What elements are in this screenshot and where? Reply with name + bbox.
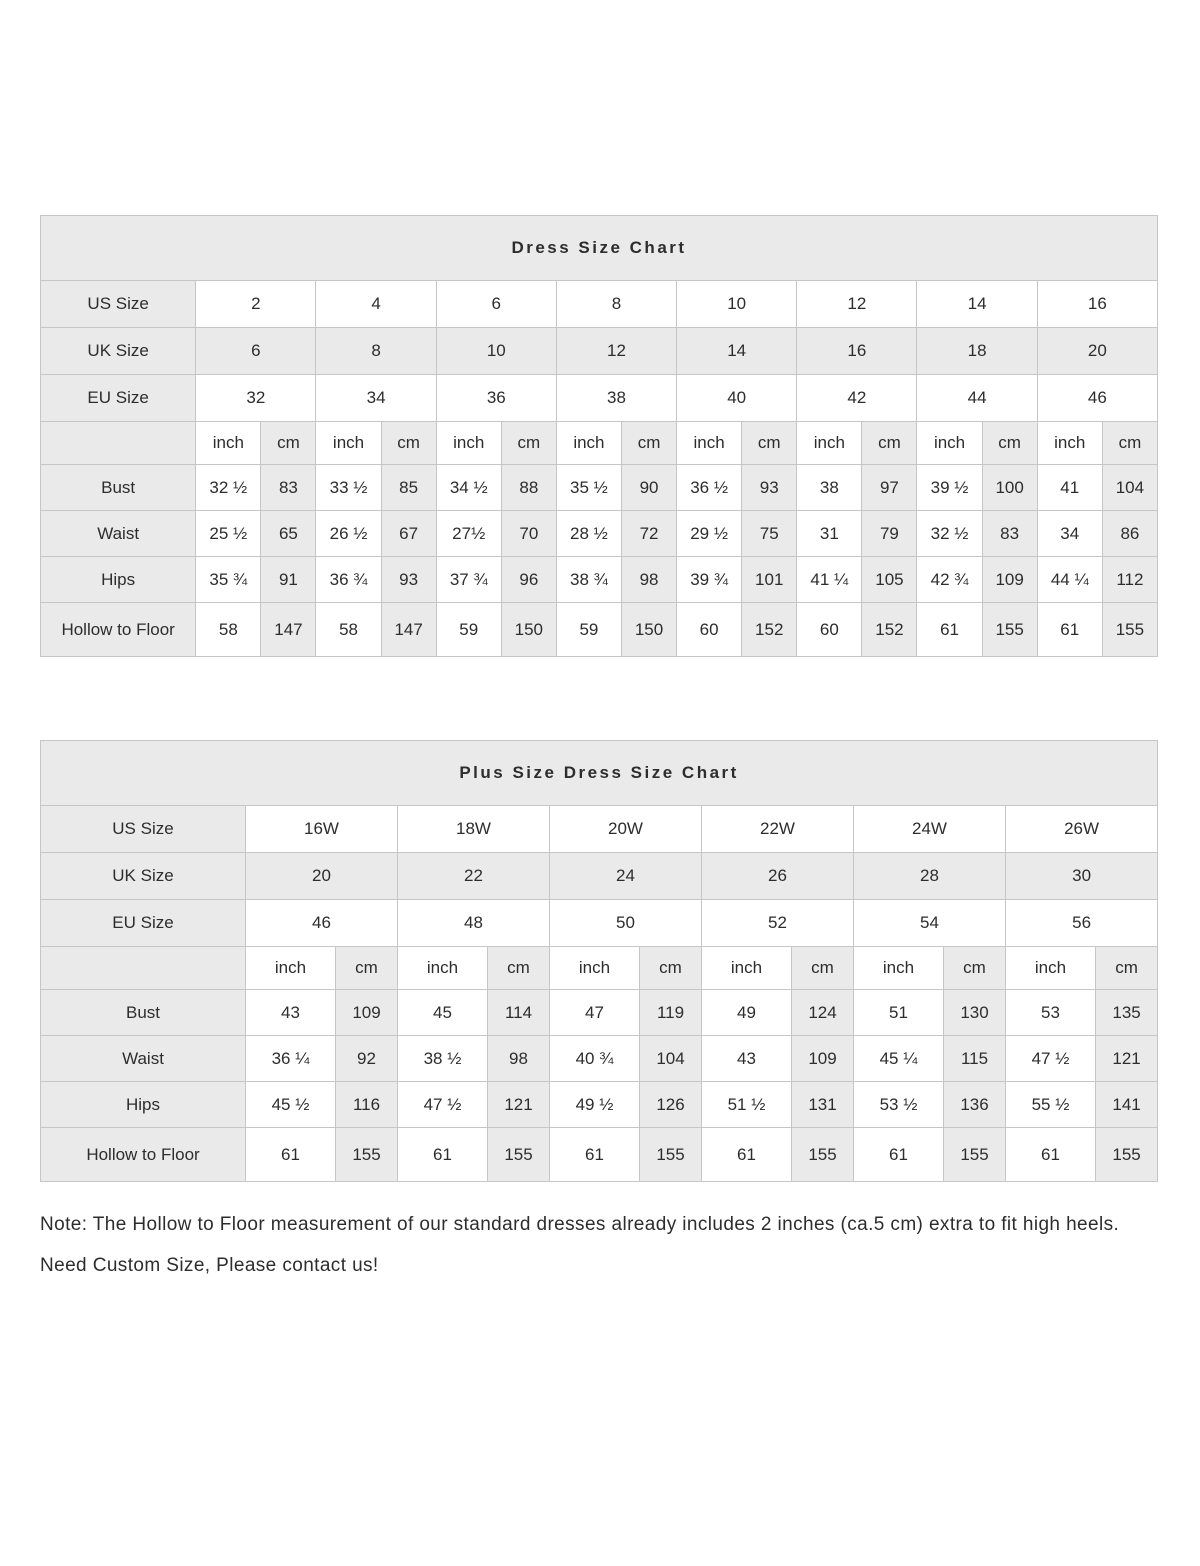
us-size-value: 24W [854,806,1006,853]
cm-header: cm [982,422,1037,465]
bust-cm-value: 109 [336,990,398,1036]
chart-title: Plus Size Dress Size Chart [41,741,1158,806]
waist-inch-value: 27½ [436,511,501,557]
waist-inch-value: 38 ½ [398,1036,488,1082]
waist-cm-value: 83 [982,511,1037,557]
us-size-value: 16W [246,806,398,853]
waist-inch-value: 25 ½ [196,511,261,557]
bust-cm-value: 104 [1102,465,1157,511]
eu-size-value: 32 [196,375,316,422]
uk-size-label: UK Size [41,853,246,900]
waist-label: Waist [41,511,196,557]
hollow-to-floor-cm-value: 147 [381,603,436,657]
hollow-to-floor-inch-value: 60 [677,603,742,657]
waist-inch-value: 47 ½ [1006,1036,1096,1082]
uk-size-value: 12 [556,328,676,375]
uk-size-value: 18 [917,328,1037,375]
inch-header: inch [702,947,792,990]
row-eu-size [41,900,1158,947]
cm-header: cm [336,947,398,990]
hollow-to-floor-inch-value: 58 [316,603,381,657]
bust-label: Bust [41,465,196,511]
waist-cm-value: 75 [742,511,797,557]
row-hollow-to-floor [41,603,1158,657]
custom-size-text: Need Custom Size, Please contact us! [40,1255,379,1276]
hollow-to-floor-inch-value: 61 [1006,1128,1096,1182]
hips-cm-value: 109 [982,557,1037,603]
row-bust [41,990,1158,1036]
bust-cm-value: 100 [982,465,1037,511]
eu-size-value: 40 [677,375,797,422]
eu-size-value: 54 [854,900,1006,947]
inch-header: inch [1037,422,1102,465]
waist-cm-value: 67 [381,511,436,557]
eu-size-value: 50 [550,900,702,947]
hips-inch-value: 55 ½ [1006,1082,1096,1128]
cm-header: cm [1096,947,1158,990]
us-size-value: 2 [196,281,316,328]
waist-inch-value: 29 ½ [677,511,742,557]
us-size-value: 6 [436,281,556,328]
waist-inch-value: 28 ½ [556,511,621,557]
unit-row-corner [41,422,196,465]
inch-header: inch [436,422,501,465]
bust-cm-value: 93 [742,465,797,511]
uk-size-value: 20 [246,853,398,900]
chart-title-row [41,741,1158,806]
waist-cm-value: 121 [1096,1036,1158,1082]
waist-inch-value: 31 [797,511,862,557]
hips-inch-value: 38 ¾ [556,557,621,603]
us-size-value: 14 [917,281,1037,328]
bust-inch-value: 33 ½ [316,465,381,511]
eu-size-value: 38 [556,375,676,422]
waist-cm-value: 86 [1102,511,1157,557]
hips-cm-value: 96 [501,557,556,603]
hollow-to-floor-inch-value: 61 [917,603,982,657]
hollow-to-floor-cm-value: 152 [862,603,917,657]
hips-cm-value: 93 [381,557,436,603]
bust-inch-value: 41 [1037,465,1102,511]
us-size-value: 26W [1006,806,1158,853]
hollow-to-floor-inch-value: 61 [246,1128,336,1182]
inch-header: inch [797,422,862,465]
waist-cm-value: 92 [336,1036,398,1082]
bust-cm-value: 90 [621,465,676,511]
hips-cm-value: 105 [862,557,917,603]
hips-cm-value: 131 [792,1082,854,1128]
hollow-to-floor-inch-value: 60 [797,603,862,657]
uk-size-value: 10 [436,328,556,375]
inch-header: inch [677,422,742,465]
waist-inch-value: 43 [702,1036,792,1082]
eu-size-value: 46 [1037,375,1157,422]
hips-cm-value: 116 [336,1082,398,1128]
bust-cm-value: 119 [640,990,702,1036]
hips-inch-value: 51 ½ [702,1082,792,1128]
bust-cm-value: 124 [792,990,854,1036]
hollow-to-floor-cm-value: 155 [488,1128,550,1182]
hips-cm-value: 121 [488,1082,550,1128]
hips-cm-value: 126 [640,1082,702,1128]
eu-size-value: 56 [1006,900,1158,947]
us-size-value: 4 [316,281,436,328]
unit-row-corner [41,947,246,990]
us-size-value: 8 [556,281,676,328]
waist-cm-value: 70 [501,511,556,557]
cm-header: cm [944,947,1006,990]
hips-cm-value: 98 [621,557,676,603]
hollow-to-floor-inch-value: 61 [1037,603,1102,657]
eu-size-label: EU Size [41,375,196,422]
row-hips [41,557,1158,603]
inch-header: inch [917,422,982,465]
hips-inch-value: 36 ¾ [316,557,381,603]
uk-size-value: 28 [854,853,1006,900]
inch-header: inch [854,947,944,990]
eu-size-value: 36 [436,375,556,422]
uk-size-value: 8 [316,328,436,375]
row-eu-size [41,375,1158,422]
bust-cm-value: 83 [261,465,316,511]
hollow-to-floor-cm-value: 147 [261,603,316,657]
bust-inch-value: 43 [246,990,336,1036]
uk-size-value: 24 [550,853,702,900]
hollow-to-floor-inch-value: 59 [556,603,621,657]
hips-inch-value: 41 ¼ [797,557,862,603]
row-waist [41,1036,1158,1082]
row-uk-size [41,853,1158,900]
cm-header: cm [501,422,556,465]
hips-inch-value: 49 ½ [550,1082,640,1128]
cm-header: cm [862,422,917,465]
waist-inch-value: 36 ¼ [246,1036,336,1082]
us-size-label: US Size [41,806,246,853]
inch-header: inch [550,947,640,990]
bust-inch-value: 39 ½ [917,465,982,511]
hips-label: Hips [41,557,196,603]
hollow-to-floor-cm-value: 155 [640,1128,702,1182]
waist-inch-value: 40 ¾ [550,1036,640,1082]
row-bust [41,465,1158,511]
hollow-to-floor-cm-value: 155 [792,1128,854,1182]
uk-size-value: 22 [398,853,550,900]
chart-title: Dress Size Chart [41,216,1158,281]
row-units [41,947,1158,990]
eu-size-value: 42 [797,375,917,422]
hollow-to-floor-cm-value: 155 [336,1128,398,1182]
hips-inch-value: 39 ¾ [677,557,742,603]
hips-inch-value: 35 ¾ [196,557,261,603]
row-hips [41,1082,1158,1128]
hips-inch-value: 44 ¼ [1037,557,1102,603]
note-block [40,1204,1164,1286]
bust-cm-value: 97 [862,465,917,511]
row-units [41,422,1158,465]
us-size-value: 22W [702,806,854,853]
hollow-to-floor-inch-value: 61 [550,1128,640,1182]
bust-cm-value: 114 [488,990,550,1036]
row-us-size [41,806,1158,853]
bust-cm-value: 85 [381,465,436,511]
hips-cm-value: 91 [261,557,316,603]
cm-header: cm [792,947,854,990]
hips-inch-value: 42 ¾ [917,557,982,603]
uk-size-value: 14 [677,328,797,375]
hollow-to-floor-inch-value: 61 [854,1128,944,1182]
hips-inch-value: 47 ½ [398,1082,488,1128]
hollow-to-floor-label: Hollow to Floor [41,603,196,657]
hips-cm-value: 112 [1102,557,1157,603]
hollow-to-floor-cm-value: 150 [621,603,676,657]
us-size-value: 10 [677,281,797,328]
hips-cm-value: 141 [1096,1082,1158,1128]
hollow-to-floor-inch-value: 61 [398,1128,488,1182]
waist-cm-value: 79 [862,511,917,557]
inch-header: inch [556,422,621,465]
inch-header: inch [196,422,261,465]
bust-cm-value: 88 [501,465,556,511]
row-us-size [41,281,1158,328]
uk-size-value: 20 [1037,328,1157,375]
waist-cm-value: 104 [640,1036,702,1082]
inch-header: inch [246,947,336,990]
row-hollow-to-floor [41,1128,1158,1182]
waist-cm-value: 72 [621,511,676,557]
us-size-value: 20W [550,806,702,853]
hips-inch-value: 37 ¾ [436,557,501,603]
inch-header: inch [316,422,381,465]
waist-cm-value: 98 [488,1036,550,1082]
hollow-to-floor-label: Hollow to Floor [41,1128,246,1182]
eu-size-value: 48 [398,900,550,947]
us-size-value: 16 [1037,281,1157,328]
row-uk-size [41,328,1158,375]
chart-title-row [41,216,1158,281]
uk-size-value: 16 [797,328,917,375]
waist-inch-value: 26 ½ [316,511,381,557]
eu-size-value: 46 [246,900,398,947]
hollow-to-floor-cm-value: 150 [501,603,556,657]
plus-size-chart-table [40,740,1158,1182]
eu-size-value: 44 [917,375,1037,422]
bust-inch-value: 38 [797,465,862,511]
bust-inch-value: 34 ½ [436,465,501,511]
waist-label: Waist [41,1036,246,1082]
hips-inch-value: 53 ½ [854,1082,944,1128]
hips-label: Hips [41,1082,246,1128]
cm-header: cm [742,422,797,465]
us-size-value: 18W [398,806,550,853]
waist-inch-value: 32 ½ [917,511,982,557]
waist-cm-value: 109 [792,1036,854,1082]
waist-cm-value: 115 [944,1036,1006,1082]
waist-cm-value: 65 [261,511,316,557]
uk-size-value: 26 [702,853,854,900]
row-waist [41,511,1158,557]
eu-size-label: EU Size [41,900,246,947]
uk-size-value: 30 [1006,853,1158,900]
bust-inch-value: 51 [854,990,944,1036]
cm-header: cm [621,422,676,465]
hips-inch-value: 45 ½ [246,1082,336,1128]
inch-header: inch [1006,947,1096,990]
standard-size-chart-table [40,215,1158,657]
bust-inch-value: 49 [702,990,792,1036]
bust-cm-value: 135 [1096,990,1158,1036]
us-size-label: US Size [41,281,196,328]
hollow-to-floor-cm-value: 155 [982,603,1037,657]
bust-inch-value: 53 [1006,990,1096,1036]
eu-size-value: 52 [702,900,854,947]
bust-inch-value: 47 [550,990,640,1036]
bust-inch-value: 32 ½ [196,465,261,511]
bust-label: Bust [41,990,246,1036]
us-size-value: 12 [797,281,917,328]
bust-inch-value: 36 ½ [677,465,742,511]
waist-inch-value: 45 ¼ [854,1036,944,1082]
uk-size-value: 6 [196,328,316,375]
cm-header: cm [1102,422,1157,465]
bust-inch-value: 35 ½ [556,465,621,511]
hollow-to-floor-cm-value: 155 [944,1128,1006,1182]
eu-size-value: 34 [316,375,436,422]
hollow-to-floor-inch-value: 58 [196,603,261,657]
cm-header: cm [381,422,436,465]
hips-cm-value: 136 [944,1082,1006,1128]
cm-header: cm [261,422,316,465]
cm-header: cm [640,947,702,990]
hollow-to-floor-cm-value: 155 [1096,1128,1158,1182]
waist-inch-value: 34 [1037,511,1102,557]
note-text: Note: The Hollow to Floor measurement of our standard dresses already includes 2 inches (ca.5 cm) extra to fit high heels. [40,1214,1120,1235]
hips-cm-value: 101 [742,557,797,603]
hollow-to-floor-cm-value: 152 [742,603,797,657]
hollow-to-floor-cm-value: 155 [1102,603,1157,657]
uk-size-label: UK Size [41,328,196,375]
hollow-to-floor-inch-value: 59 [436,603,501,657]
inch-header: inch [398,947,488,990]
hollow-to-floor-inch-value: 61 [702,1128,792,1182]
bust-inch-value: 45 [398,990,488,1036]
cm-header: cm [488,947,550,990]
bust-cm-value: 130 [944,990,1006,1036]
